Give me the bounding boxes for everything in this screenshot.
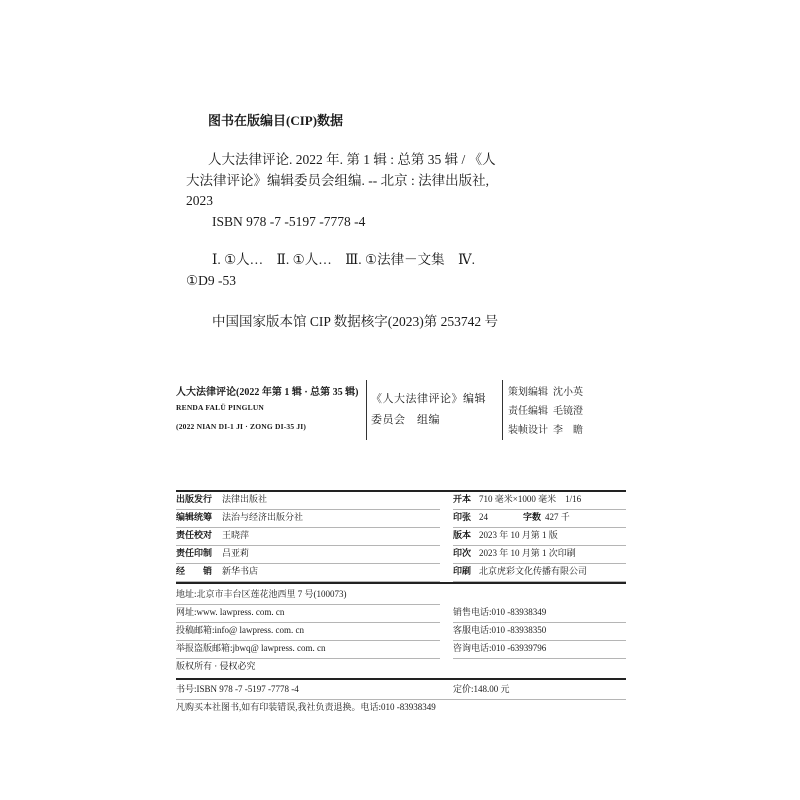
cip-entry-line: 大法律评论》编辑委员会组编. -- 北京 : 法律出版社, xyxy=(186,173,489,188)
row-label: 编辑统筹 xyxy=(176,512,213,522)
table-row xyxy=(453,528,626,546)
row-value: 北京虎彩文化传播有限公司 xyxy=(479,566,588,576)
row-label: 出版发行 xyxy=(176,494,213,504)
table-row xyxy=(176,510,440,528)
cip-subject-line: Ⅰ. ①人… Ⅱ. ①人… Ⅲ. ①法律－文集 Ⅳ. xyxy=(212,252,475,267)
row-value: 710 毫米×1000 毫米 1/16 xyxy=(479,494,582,504)
row-value: 2023 年 10 月第 1 次印刷 xyxy=(479,548,576,558)
credit-responsible-editor xyxy=(508,402,583,417)
row-label: 责任校对 xyxy=(176,530,213,540)
cip-number: 中国国家版本馆 CIP 数据核字(2023)第 253742 号 xyxy=(212,314,498,329)
credit-name: 李 瞻 xyxy=(553,425,583,436)
credit-role: 责任编辑 xyxy=(508,406,548,417)
cip-heading: 图书在版编目(CIP)数据 xyxy=(208,113,344,128)
row-value: 王晓萍 xyxy=(222,530,250,540)
row-label: 经 销 xyxy=(176,566,213,576)
row-value: 吕亚莉 xyxy=(222,548,250,558)
cip-entry-line: 2023 xyxy=(186,193,213,208)
editor-line: 委员会 组编 xyxy=(371,414,440,426)
row-value: 24 xyxy=(479,512,488,522)
credit-name: 毛镜澄 xyxy=(553,406,583,417)
piracy-report-email: 举报盗版邮箱:jbwq@ lawpress. com. cn xyxy=(176,641,440,659)
book-number: 书号:ISBN 978 -7 -5197 -7778 -4 xyxy=(176,684,299,694)
divider xyxy=(502,380,503,440)
table-row xyxy=(453,564,626,582)
website: 网址:www. lawpress. com. cn xyxy=(176,605,440,623)
row-label: 版本 xyxy=(453,530,472,540)
table-row xyxy=(176,564,440,582)
address: 地址:北京市丰台区莲花池西里 7 号(100073) xyxy=(176,587,440,605)
row-label: 印次 xyxy=(453,548,472,558)
row-value: 427 千 xyxy=(545,512,570,522)
footer xyxy=(176,682,626,717)
sales-phone: 销售电话:010 -83938349 xyxy=(453,605,626,623)
copyright-notice: 版权所有 · 侵权必究 xyxy=(176,661,256,671)
row-value: 法治与经济出版分社 xyxy=(222,512,304,522)
credit-role: 装帧设计 xyxy=(508,425,548,436)
credit-cover-design xyxy=(508,421,583,436)
credit-role: 策划编辑 xyxy=(508,387,548,398)
row-label: 字数 xyxy=(523,512,542,522)
book-title-pinyin: RENDA FALÜ PINGLUN xyxy=(176,403,265,412)
row-label: 印刷 xyxy=(453,566,472,576)
cip-entry-line: 人大法律评论. 2022 年. 第 1 辑 : 总第 35 辑 / 《人 xyxy=(208,152,496,167)
publishing-left-column xyxy=(176,492,440,582)
contact-top-rule xyxy=(176,582,626,584)
service-phone: 客服电话:010 -83938350 xyxy=(453,623,626,641)
table-row xyxy=(453,510,626,528)
inquiry-phone: 咨询电话:010 -63939796 xyxy=(453,641,626,659)
divider xyxy=(366,380,367,440)
table-row xyxy=(176,492,440,510)
issue-pinyin: (2022 NIAN DI-1 JI · ZONG DI-35 JI) xyxy=(176,422,307,431)
submission-email: 投稿邮箱:info@ lawpress. com. cn xyxy=(176,623,440,641)
credit-planning-editor xyxy=(508,383,583,398)
cip-subject-line: ①D9 -53 xyxy=(186,273,236,288)
publishing-right-column xyxy=(453,492,626,582)
price: 定价:148.00 元 xyxy=(453,684,510,694)
table-row xyxy=(176,546,440,564)
table-row xyxy=(453,546,626,564)
credit-name: 沈小英 xyxy=(553,387,583,398)
row-label: 印张 xyxy=(453,512,472,522)
table-row xyxy=(176,528,440,546)
contact-left-column xyxy=(176,587,440,676)
row-label: 责任印制 xyxy=(176,548,213,558)
row-value: 法律出版社 xyxy=(222,494,268,504)
row-value: 2023 年 10 月第 1 版 xyxy=(479,530,558,540)
editor-line: 《人大法律评论》编辑 xyxy=(371,393,486,405)
footer-row xyxy=(176,682,626,700)
row-value: 新华书店 xyxy=(222,566,259,576)
table-row xyxy=(453,492,626,510)
cip-isbn: ISBN 978 -7 -5197 -7778 -4 xyxy=(212,214,366,229)
return-notice: 凡购买本社图书,如有印装错误,我社负责退换。电话:010 -83938349 xyxy=(176,702,436,712)
row-label: 开本 xyxy=(453,494,472,504)
book-title: 人大法律评论(2022 年第 1 辑 · 总第 35 辑) xyxy=(176,387,359,398)
contact-right-column xyxy=(453,605,626,659)
footer-top-rule xyxy=(176,678,626,680)
